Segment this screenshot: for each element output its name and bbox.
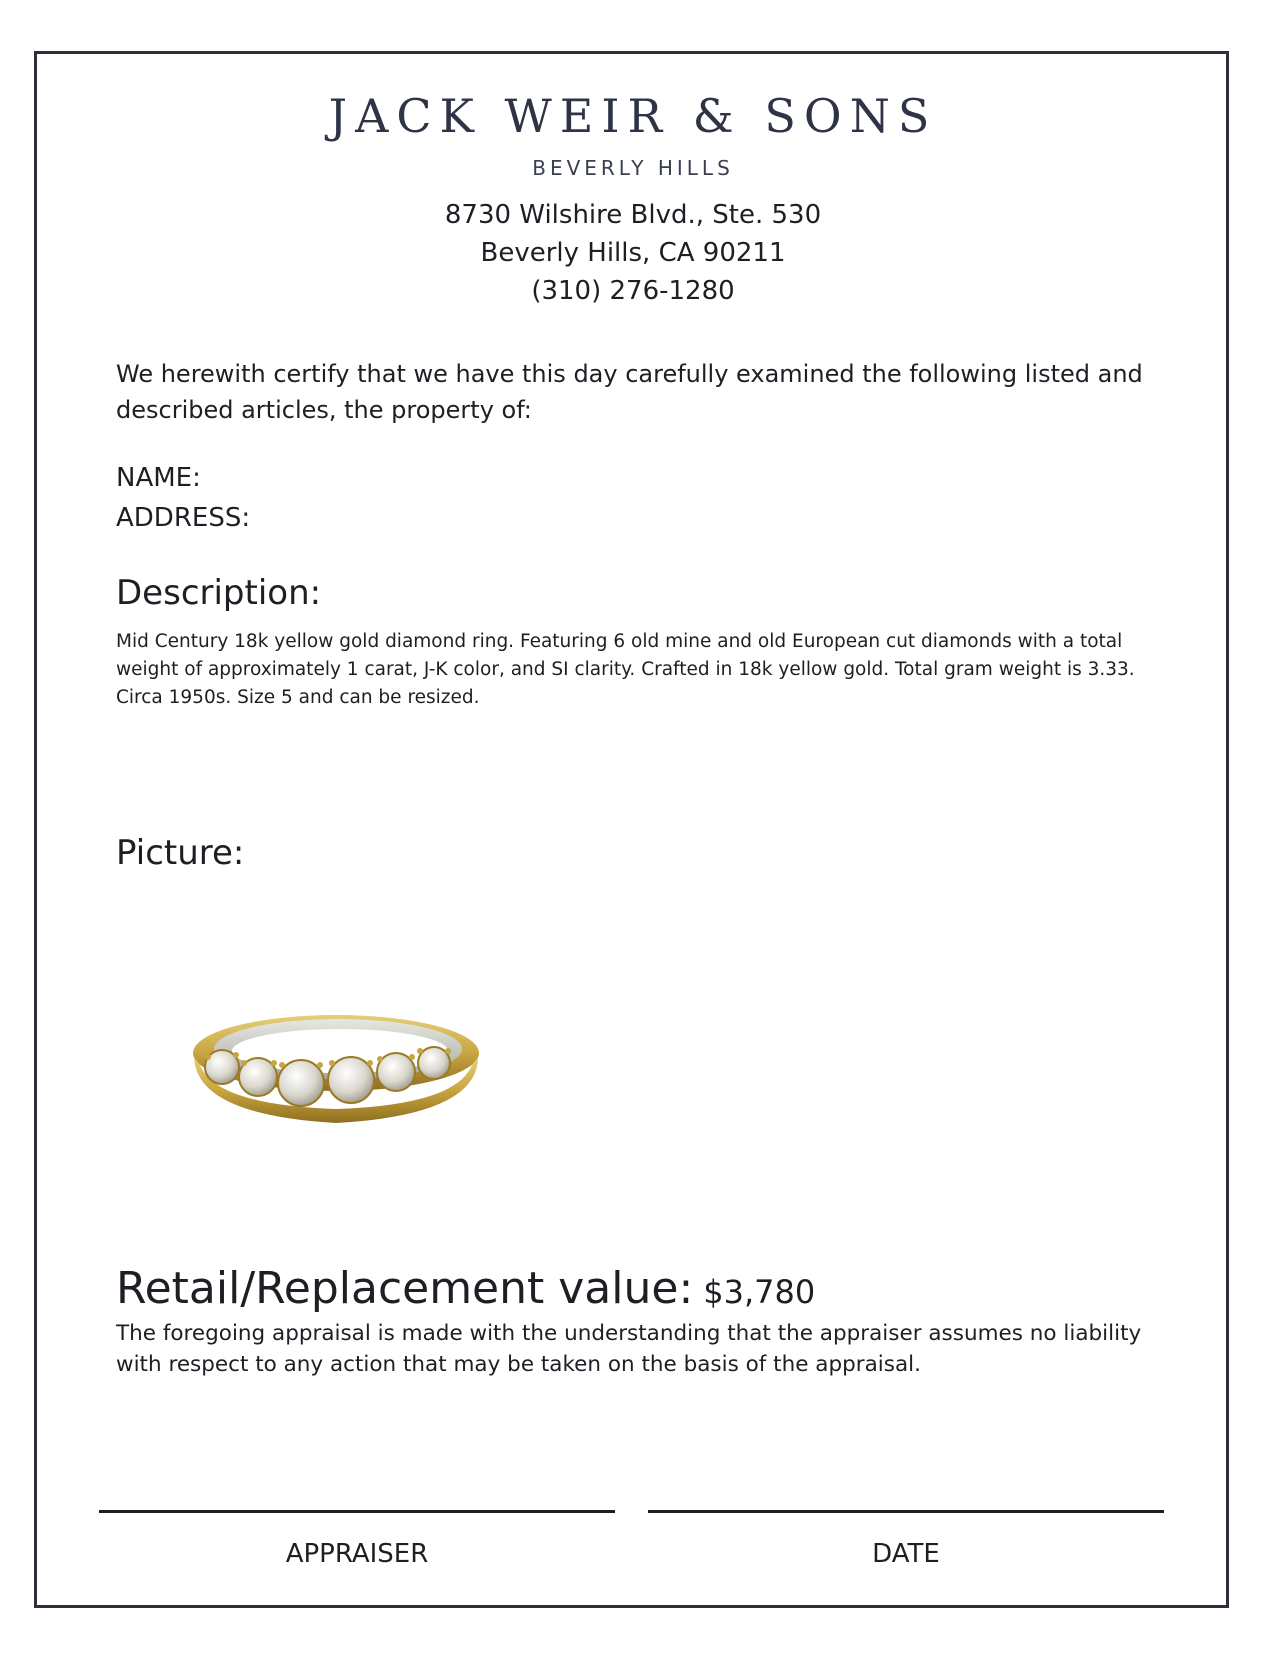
- retail-value-label: Retail/Replacement value:: [116, 1263, 694, 1314]
- address-line-1: 8730 Wilshire Blvd., Ste. 530: [444, 200, 822, 230]
- description-title: Description:: [116, 573, 322, 613]
- retail-value: [116, 1262, 815, 1319]
- date-signature-line: [648, 1510, 1164, 1513]
- address-line-2: Beverly Hills, CA 90211: [480, 238, 786, 268]
- certification-statement: We herewith certify that we have this day carefully examined the following listed and described articles, the property of:: [116, 360, 1143, 424]
- brand-subtitle: BEVERLY HILLS: [532, 156, 734, 180]
- picture-title: Picture:: [116, 833, 245, 873]
- appraiser-signature-line: [99, 1510, 615, 1513]
- appraiser-label: APPRAISER: [285, 1539, 429, 1569]
- retail-value-amount: $3,780: [703, 1273, 816, 1311]
- diamond-ring-image: [186, 1005, 486, 1155]
- description-text: Mid Century 18k yellow gold diamond ring. Featuring 6 old mine and old European cut diamonds with a total weight of approximately 1 carat, J-K color, and SI clarity. Crafted in 18k yellow gold. Total gram weight is 3.33. Circa 1950s. Size 5 and can be resized.: [116, 631, 1135, 708]
- date-label: DATE: [872, 1539, 940, 1569]
- address-label: ADDRESS:: [116, 503, 251, 533]
- phone-number: (310) 276-1280: [531, 276, 735, 306]
- brand-name: JACK WEIR & SONS: [328, 89, 938, 143]
- store-address: [0, 196, 1266, 310]
- liability-disclaimer: The foregoing appraisal is made with the understanding that the appraiser assumes no liability with respect to any action that may be taken on the basis of the appraisal.: [116, 1321, 1142, 1377]
- name-label: NAME:: [116, 463, 201, 493]
